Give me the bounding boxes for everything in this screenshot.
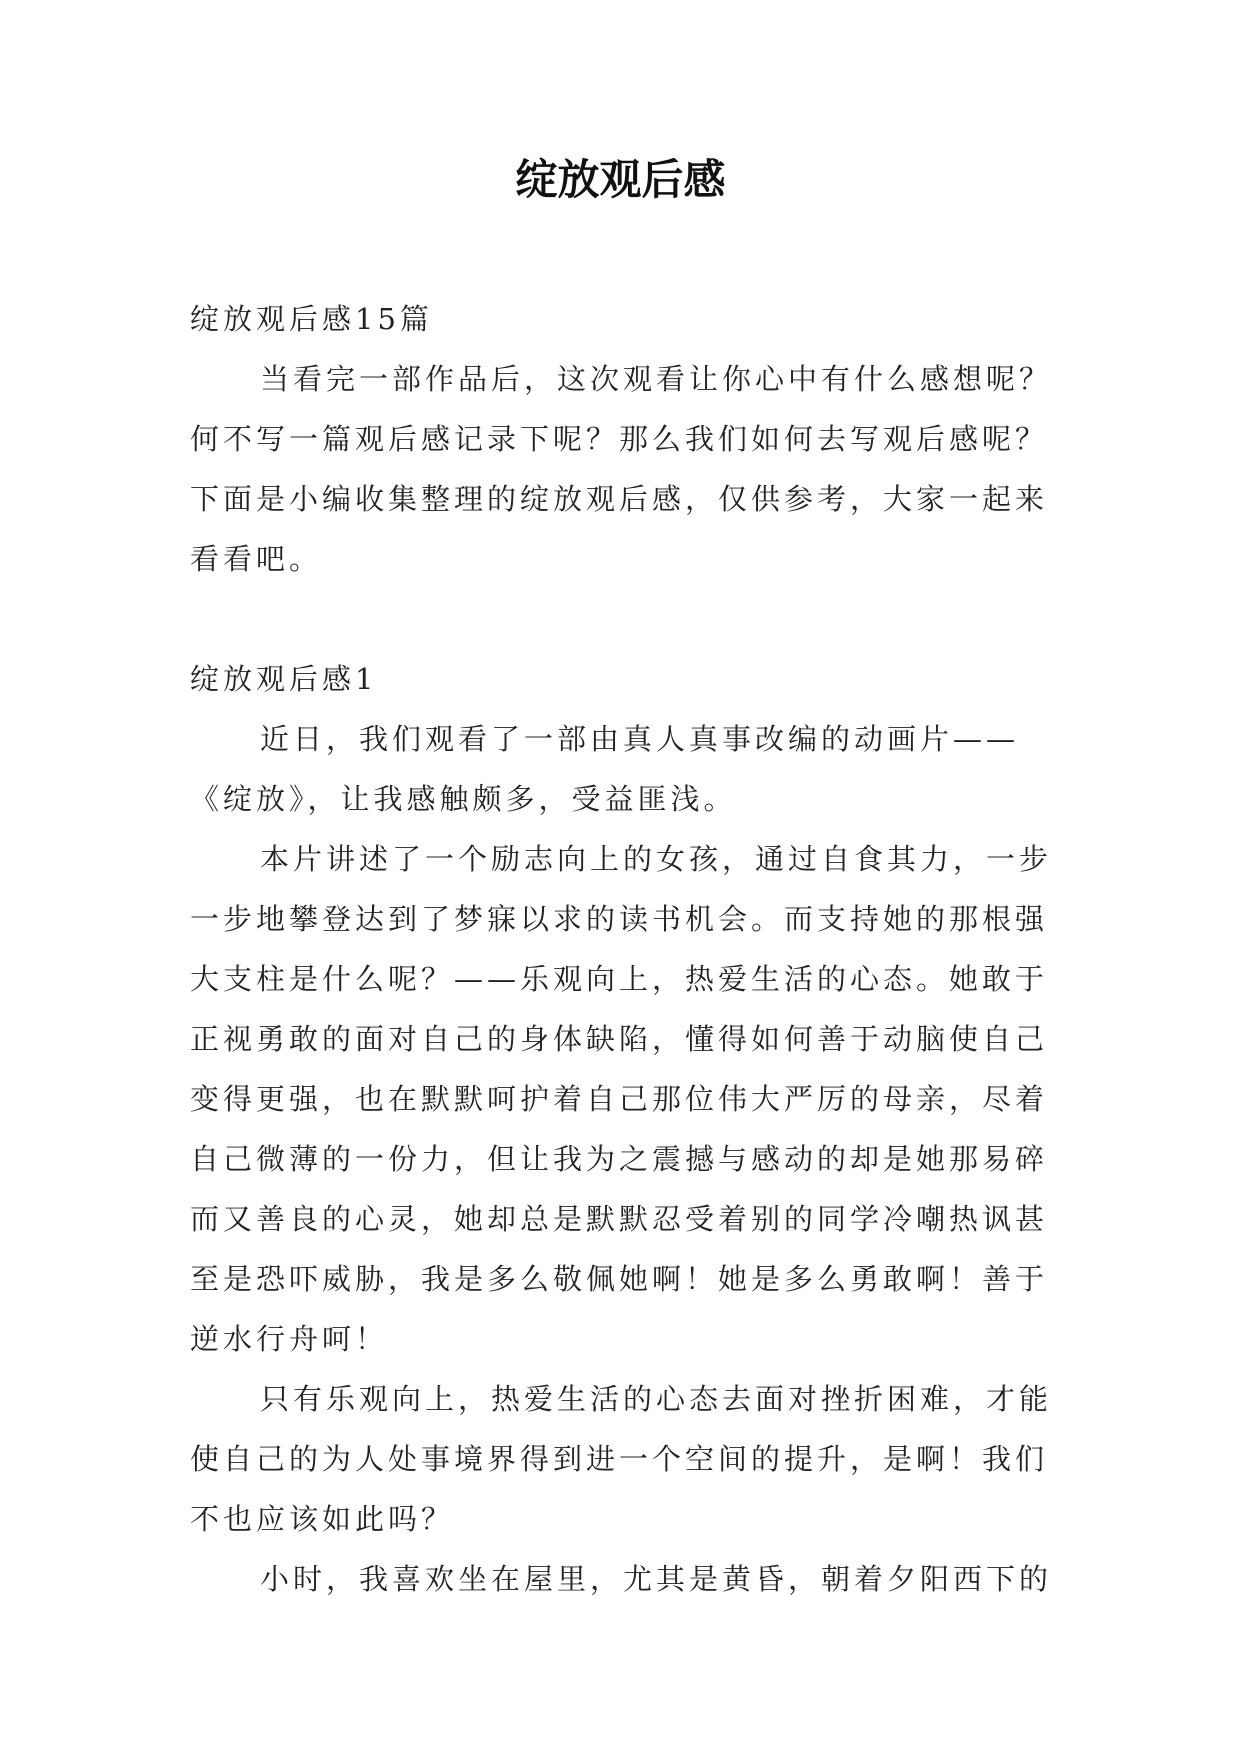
- intro-paragraph: 当看完一部作品后，这次观看让你心中有什么感想呢？何不写一篇观后感记录下呢？那么我们如何去写观后感呢？下面是小编收集整理的绽放观后感，仅供参考，大家一起来看看吧。: [190, 362, 1053, 576]
- document-body: [190, 289, 1080, 1609]
- section-heading: 绽放观后感1: [190, 662, 378, 696]
- section-spacer: [190, 589, 1080, 649]
- body-paragraph: 只有乐观向上，热爱生活的心态去面对挫折困难，才能使自己的为人处事境界得到进一个空间的提升，是啊！我们不也应该如此吗？: [190, 1382, 1053, 1536]
- body-paragraph: 小时，我喜欢坐在屋里，尤其是黄昏，朝着夕阳西下的: [260, 1562, 1053, 1596]
- body-paragraph: 本片讲述了一个励志向上的女孩，通过自食其力，一步一步地攀登达到了梦寐以求的读书机会。而支持她的那根强大支柱是什么呢？——乐观向上，热爱生活的心态。她敢于正视勇敢的面对自己的身体缺陷，懂得如何善于动脑使自己变得更强，也在默默呵护着自己那位伟大严厉的母亲，尽着自己微薄的一份力，但让我为之震撼与感动的却是她那易碎而又善良的心灵，她却总是默默忍受着别的同学冷嘲热讽甚至是恐吓威胁，我是多么敬佩她啊！她是多么勇敢啊！善于逆水行舟呵！: [190, 842, 1053, 1356]
- document-title: 绽放观后感: [515, 155, 726, 204]
- collection-heading: 绽放观后感15篇: [190, 302, 433, 336]
- body-paragraph: 近日，我们观看了一部由真人真事改编的动画片——《绽放》，让我感触颇多，受益匪浅。: [190, 722, 1020, 816]
